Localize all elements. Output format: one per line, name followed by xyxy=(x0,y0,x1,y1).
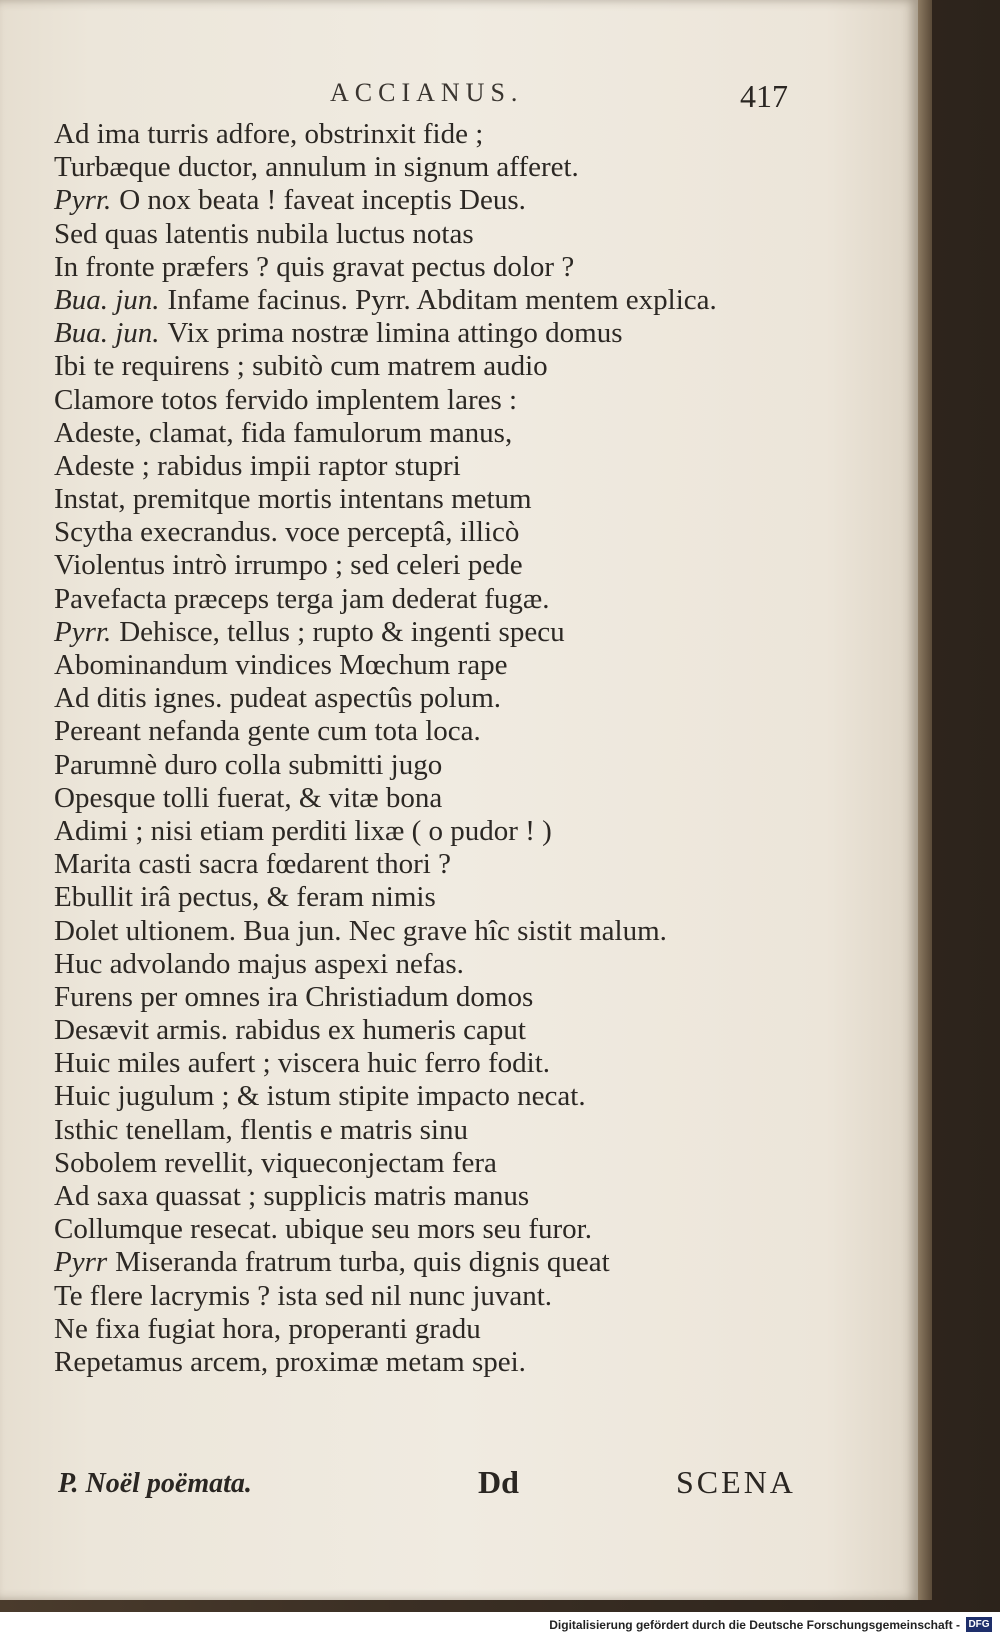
verse-line xyxy=(54,881,814,914)
speaker-label: Pyrr. xyxy=(54,615,112,648)
verse-line xyxy=(54,715,814,748)
line-text: Violentus intrò irrumpo ; sed celeri pede xyxy=(54,549,523,582)
verse-line xyxy=(54,1080,814,1113)
verse-line xyxy=(54,151,814,184)
line-text: Pereant nefanda gente cum tota loca. xyxy=(54,715,481,748)
verse-line xyxy=(54,815,814,848)
verse-line xyxy=(54,915,814,948)
line-text: Ad ditis ignes. pudeat aspectûs polum. xyxy=(54,682,502,715)
line-text: Vix prima nostræ limina attingo domus xyxy=(167,317,623,350)
line-text: O nox beata ! faveat inceptis Deus. xyxy=(119,184,526,217)
line-text: Sed quas latentis nubila luctus notas xyxy=(54,217,474,250)
verse-line xyxy=(54,317,814,350)
verse-line xyxy=(54,1147,814,1180)
line-text: Instat, premitque mortis intentans metum xyxy=(54,483,532,516)
verse-line xyxy=(54,1280,814,1313)
line-text: Adeste ; rabidus impii raptor stupri xyxy=(54,449,461,482)
verse-line xyxy=(54,749,814,782)
verse-line xyxy=(54,1213,814,1246)
speaker-label: Pyrr. xyxy=(54,184,112,217)
line-text: Ne fixa fugiat hora, properanti gradu xyxy=(54,1312,481,1345)
line-text: Dolet ultionem. Bua jun. Nec grave hîc sistit malum. xyxy=(54,914,667,947)
page-edge xyxy=(918,0,932,1600)
dfg-logo: DFG xyxy=(966,1617,992,1632)
line-text: Huic jugulum ; & istum stipite impacto necat. xyxy=(54,1080,586,1113)
verse-line xyxy=(54,1047,814,1080)
verse-line xyxy=(54,583,814,616)
speaker-label: Bua. jun. xyxy=(54,283,160,316)
verse-line xyxy=(54,118,814,151)
verse-line xyxy=(54,848,814,881)
verse-line xyxy=(54,549,814,582)
credit-text: Digitalisierung gefördert durch die Deutsche Forschungsgemeinschaft - xyxy=(549,1618,960,1632)
footer-signature: Dd xyxy=(478,1464,519,1500)
line-text: Huc advolando majus aspexi nefas. xyxy=(54,947,464,980)
line-text: In fronte præfers ? quis gravat pectus dolor ? xyxy=(54,250,575,283)
line-text: Clamore totos fervido implentem lares : xyxy=(54,383,518,416)
line-text: Miseranda fratrum turba, quis dignis queat xyxy=(115,1246,610,1279)
line-text: Isthic tenellam, flentis e matris sinu xyxy=(54,1113,468,1146)
verse-line xyxy=(54,184,814,217)
line-text: Ebullit irâ pectus, & feram nimis xyxy=(54,881,436,914)
line-text: Adeste, clamat, fida famulorum manus, xyxy=(54,416,513,449)
line-text: Pavefacta præceps terga jam dederat fugæ. xyxy=(54,582,550,615)
page-number: 417 xyxy=(740,78,788,114)
speaker-label: Bua. jun. xyxy=(54,317,160,350)
line-text: Sobolem revellit, viqueconjectam fera xyxy=(54,1146,497,1179)
verse-line xyxy=(54,1114,814,1147)
verse-line xyxy=(54,682,814,715)
line-text: Ibi te requirens ; subitò cum matrem audio xyxy=(54,350,548,383)
line-text: Turbæque ductor, annulum in signum afferet. xyxy=(54,151,579,184)
verse-line xyxy=(54,483,814,516)
footer-title: P. Noël poëmata. xyxy=(58,1468,252,1499)
line-text: Collumque resecat. ubique seu mors seu furor. xyxy=(54,1213,592,1246)
verse-line xyxy=(54,1246,814,1279)
line-text: Desævit armis. rabidus ex humeris caput xyxy=(54,1014,526,1047)
verse-line xyxy=(54,251,814,284)
verse-line xyxy=(54,218,814,251)
verse-line xyxy=(54,1014,814,1047)
verse-line xyxy=(54,981,814,1014)
line-text: Ad saxa quassat ; supplicis matris manus xyxy=(54,1180,530,1212)
line-text: Marita casti sacra fœdarent thori ? xyxy=(54,848,451,881)
credit-bar xyxy=(0,1612,1000,1640)
line-text: Infame facinus. Pyrr. Abditam mentem explica. xyxy=(167,283,717,316)
verse-lines xyxy=(54,118,814,1379)
verse-line xyxy=(54,516,814,549)
verse-line xyxy=(54,1313,814,1346)
verse-line xyxy=(54,948,814,981)
line-text: Furens per omnes ira Christiadum domos xyxy=(54,980,534,1013)
verse-line xyxy=(54,384,814,417)
line-text: Te flere lacrymis ? ista sed nil nunc juvant. xyxy=(54,1279,553,1312)
line-text: Huic miles aufert ; viscera huic ferro fodit. xyxy=(54,1047,551,1080)
verse-line xyxy=(54,1346,814,1379)
line-text: Adimi ; nisi etiam perditi lixæ ( o pudor ! ) xyxy=(54,814,552,847)
verse-line xyxy=(54,1180,814,1213)
running-head: ACCIANUS. xyxy=(330,78,524,107)
line-text: Opesque tolli fuerat, & vitæ bona xyxy=(54,781,443,814)
line-text: Repetamus arcem, proximæ metam spei. xyxy=(54,1345,526,1378)
verse-line xyxy=(54,350,814,383)
line-text: Scytha execrandus. voce perceptâ, illicò xyxy=(54,516,520,549)
verse-line xyxy=(54,450,814,483)
line-text: Parumnè duro colla submitti jugo xyxy=(54,748,443,781)
speaker-label: Pyrr xyxy=(54,1246,108,1279)
verse-line xyxy=(54,649,814,682)
footer-catchword: SCENA xyxy=(676,1464,796,1500)
verse-line xyxy=(54,417,814,450)
line-text: Dehisce, tellus ; rupto & ingenti specu xyxy=(119,615,565,648)
verse-line xyxy=(54,284,814,317)
verse-line xyxy=(54,782,814,815)
verse-line xyxy=(54,616,814,649)
line-text: Abominandum vindices Mœchum rape xyxy=(54,649,508,681)
line-text: Ad ima turris adfore, obstrinxit fide ; xyxy=(54,118,484,150)
